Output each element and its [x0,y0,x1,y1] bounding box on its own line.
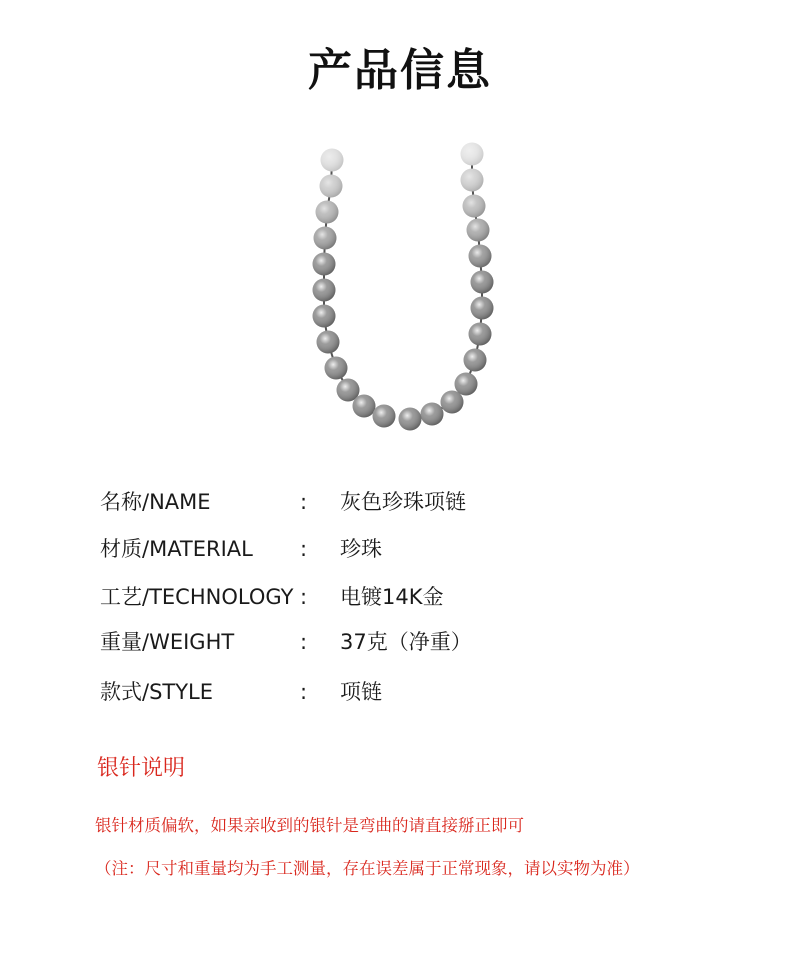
pearl-shine [353,395,376,418]
spec-row-weight [100,627,720,657]
spec-colon: : [300,585,308,609]
notice-line-1: 银针材质偏软，如果亲收到的银针是弯曲的请直接掰正即可 [95,816,524,835]
spec-label-material: 材质/MATERIAL [100,537,253,561]
spec-label-style: 款式/STYLE [100,680,214,704]
pearl-shine [471,271,494,294]
pearl-shine [320,175,343,198]
spec-row-name [100,487,720,517]
pearl-shine [321,149,344,172]
spec-label-technology: 工艺/TECHNOLOGY [100,585,294,609]
spec-row-material [100,534,720,564]
pearl-shine [461,169,484,192]
notice-line-2: （注：尺寸和重量均为手工测量，存在误差属于正常现象，请以实物为准） [95,859,640,878]
pearl-shine [325,357,348,380]
notice-title: 银针说明 [97,756,186,781]
pearl-shine [373,405,396,428]
pearl-shine [399,408,422,431]
spec-value-technology: 电镀14K金 [340,585,444,609]
pearl-shine [469,323,492,346]
spec-colon: : [300,490,308,514]
pearl-shine [317,331,340,354]
pearl-shine [464,349,487,372]
pearl-necklace-image [280,118,520,458]
pearl-shine [469,245,492,268]
spec-row-style [100,677,720,707]
pearl-shine [313,253,336,276]
spec-colon: : [300,630,308,654]
spec-label-name: 名称/NAME [100,490,211,514]
pearl-shine [313,305,336,328]
pearls-group [313,143,494,431]
spec-row-technology [100,582,720,612]
pearl-shine [441,391,464,414]
pearl-shine [421,403,444,426]
spec-value-style: 项链 [340,680,382,704]
spec-value-weight: 37克（净重） [340,630,472,654]
spec-label-weight: 重量/WEIGHT [100,630,235,654]
pearl-shine [463,195,486,218]
pearl-shine [314,227,337,250]
page-title: 产品信息 [308,45,492,96]
spec-value-material: 珍珠 [340,537,382,561]
pearl-shine [316,201,339,224]
spec-colon: : [300,537,308,561]
pearl-shine [455,373,478,396]
spec-colon: : [300,680,308,704]
pearl-shine [471,297,494,320]
spec-value-name: 灰色珍珠项链 [340,490,466,514]
pearl-shine [467,219,490,242]
pearl-shine [313,279,336,302]
pearl-shine [461,143,484,166]
